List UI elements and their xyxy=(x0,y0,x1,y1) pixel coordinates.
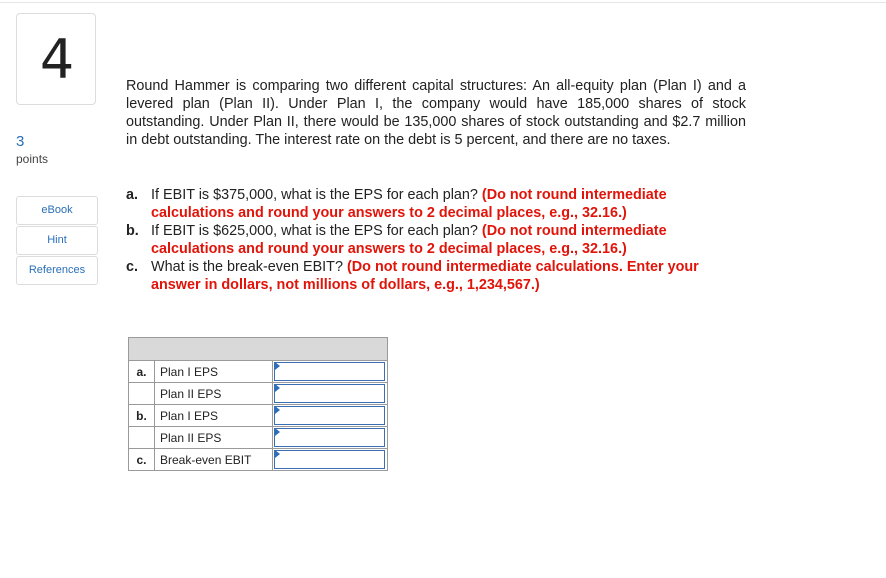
references-button[interactable]: References xyxy=(16,256,98,285)
part-label: a. xyxy=(126,187,139,203)
top-divider xyxy=(0,2,886,3)
table-header-row xyxy=(129,338,388,361)
part-text: If EBIT is $375,000, what is the EPS for each plan? xyxy=(151,187,478,203)
plan-1-eps-a-input[interactable] xyxy=(274,362,385,381)
input-marker-icon xyxy=(275,384,280,392)
part-c xyxy=(126,258,746,294)
table-row xyxy=(129,383,388,405)
part-text: If EBIT is $625,000, what is the EPS for each plan? xyxy=(151,223,478,239)
row-letter: c. xyxy=(129,449,155,471)
row-letter: a. xyxy=(129,361,155,383)
plan-2-eps-b-input[interactable] xyxy=(274,428,385,447)
hint-button[interactable]: Hint xyxy=(16,226,98,255)
row-label: Plan II EPS xyxy=(155,427,273,449)
part-label: b. xyxy=(126,223,139,239)
plan-2-eps-a-input[interactable] xyxy=(274,384,385,403)
table-row xyxy=(129,405,388,427)
row-label: Break-even EBIT xyxy=(155,449,273,471)
part-text: What is the break-even EBIT? xyxy=(151,259,343,275)
table-row xyxy=(129,361,388,383)
row-letter xyxy=(129,383,155,405)
row-letter xyxy=(129,427,155,449)
part-b xyxy=(126,222,746,258)
input-marker-icon xyxy=(275,428,280,436)
row-label: Plan I EPS xyxy=(155,405,273,427)
question-number-box xyxy=(16,13,96,105)
input-marker-icon xyxy=(275,362,280,370)
sidebar-tools xyxy=(16,196,98,286)
points-value: 3 xyxy=(16,133,25,150)
question-text: Round Hammer is comparing two different capital structures: An all-equity plan (Plan I) and a levered plan (Plan II). Under Plan I, the company would have 185,000 shares of stock outstanding. Under Plan II, there would be 135,000 shares of stock outstanding and $2.7 million in debt outstanding. The interest rate on the debt is 5 percent, and there are no taxes. xyxy=(126,78,746,148)
input-marker-icon xyxy=(275,406,280,414)
row-letter: b. xyxy=(129,405,155,427)
question-number: 4 xyxy=(39,28,75,91)
plan-1-eps-b-input[interactable] xyxy=(274,406,385,425)
answer-table xyxy=(128,337,388,471)
break-even-ebit-input[interactable] xyxy=(274,450,385,469)
part-instruction: (Do not round intermediate calculations. Enter your answer in dollars, not millions of dollars, e.g., 1,234,567.) xyxy=(151,259,699,293)
row-label: Plan I EPS xyxy=(155,361,273,383)
row-label: Plan II EPS xyxy=(155,383,273,405)
table-row xyxy=(129,427,388,449)
points-label: points xyxy=(16,152,49,166)
ebook-button[interactable]: eBook xyxy=(16,196,98,225)
part-label: c. xyxy=(126,259,139,275)
part-instruction: (Do not round intermediate calculations and round your answers to 2 decimal places, e.g., 32.16.) xyxy=(151,187,667,221)
part-a xyxy=(126,186,746,222)
table-row xyxy=(129,449,388,471)
input-marker-icon xyxy=(275,450,280,458)
question-parts xyxy=(126,186,746,294)
part-instruction: (Do not round intermediate calculations and round your answers to 2 decimal places, e.g., 32.16.) xyxy=(151,223,667,257)
